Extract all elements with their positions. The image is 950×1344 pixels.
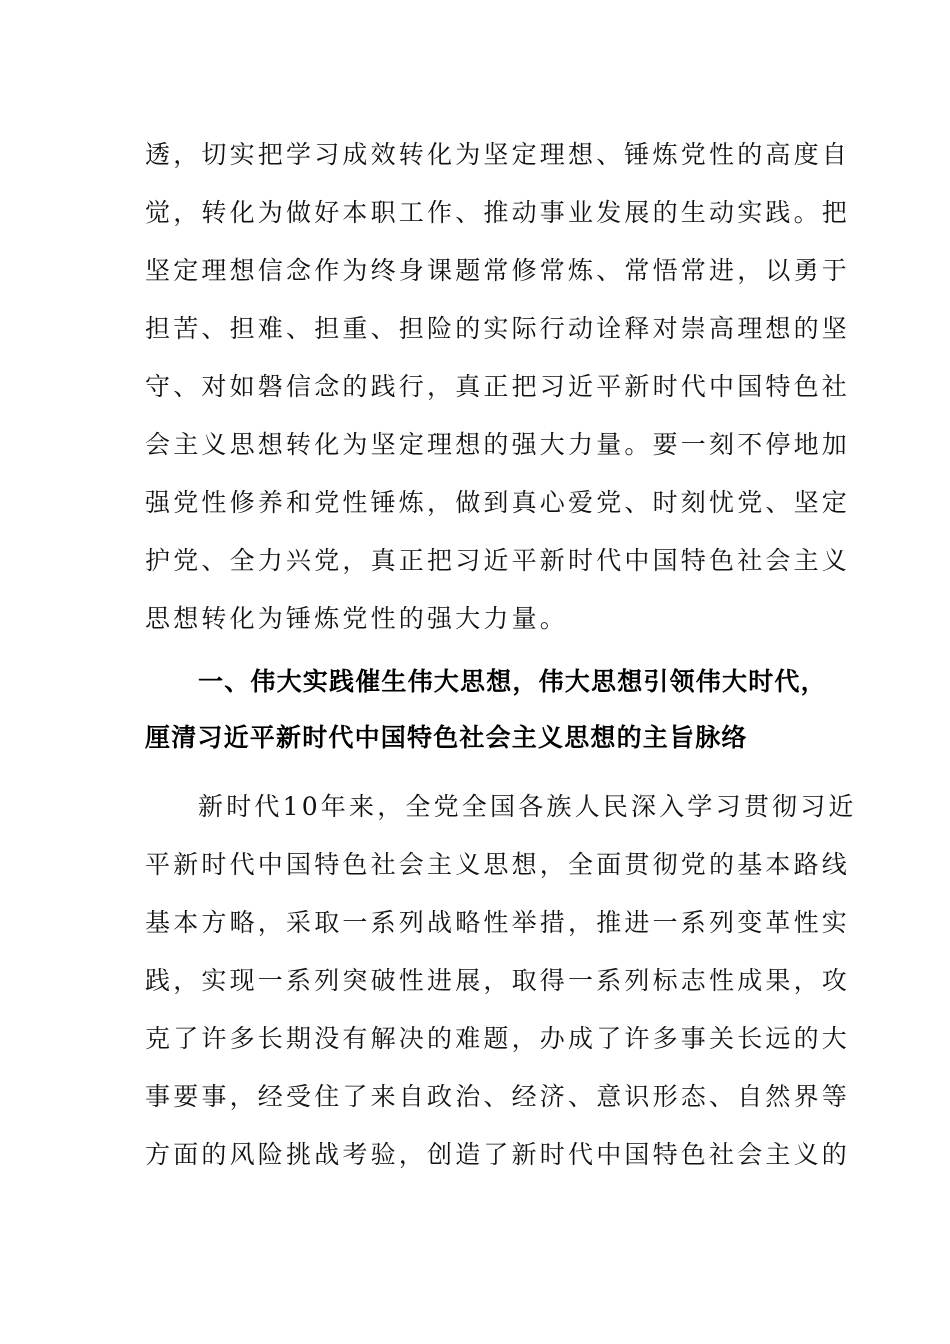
text-line: 护党、全力兴党，真正把习近平新时代中国特色社会主义 (145, 546, 851, 575)
text-line: 透，切实把学习成效转化为坚定理想、锤炼党性的高度自 (145, 140, 851, 169)
text-line: 守、对如磐信念的践行，真正把习近平新时代中国特色社 (145, 372, 851, 401)
heading-line: 一、伟大实践催生伟大思想，伟大思想引领伟大时代， (198, 667, 827, 696)
text-line: 强党性修养和党性锤炼，做到真心爱党、时刻忧党、坚定 (145, 488, 851, 517)
text-line: 担苦、担难、担重、担险的实际行动诠释对崇高理想的坚 (145, 314, 851, 343)
text-line: 觉，转化为做好本职工作、推动事业发展的生动实践。把 (145, 198, 851, 227)
text-line: 新时代10年来，全党全国各族人民深入学习贯彻习近 (198, 792, 857, 821)
text-line: 平新时代中国特色社会主义思想，全面贯彻党的基本路线 (145, 850, 851, 879)
text-line: 思想转化为锤炼党性的强大力量。 (145, 604, 569, 633)
text-line: 践，实现一系列突破性进展，取得一系列标志性成果，攻 (145, 966, 851, 995)
text-line: 基本方略，采取一系列战略性举措，推进一系列变革性实 (145, 908, 851, 937)
text-line: 方面的风险挑战考验，创造了新时代中国特色社会主义的 (145, 1140, 851, 1169)
text-line: 会主义思想转化为坚定理想的强大力量。要一刻不停地加 (145, 430, 851, 459)
heading-line: 厘清习近平新时代中国特色社会主义思想的主旨脉络 (145, 723, 748, 752)
text-line: 事要事，经受住了来自政治、经济、意识形态、自然界等 (145, 1082, 851, 1111)
text-line: 克了许多长期没有解决的难题，办成了许多事关长远的大 (145, 1024, 851, 1053)
text-line: 坚定理想信念作为终身课题常修常炼、常悟常进，以勇于 (145, 256, 851, 285)
